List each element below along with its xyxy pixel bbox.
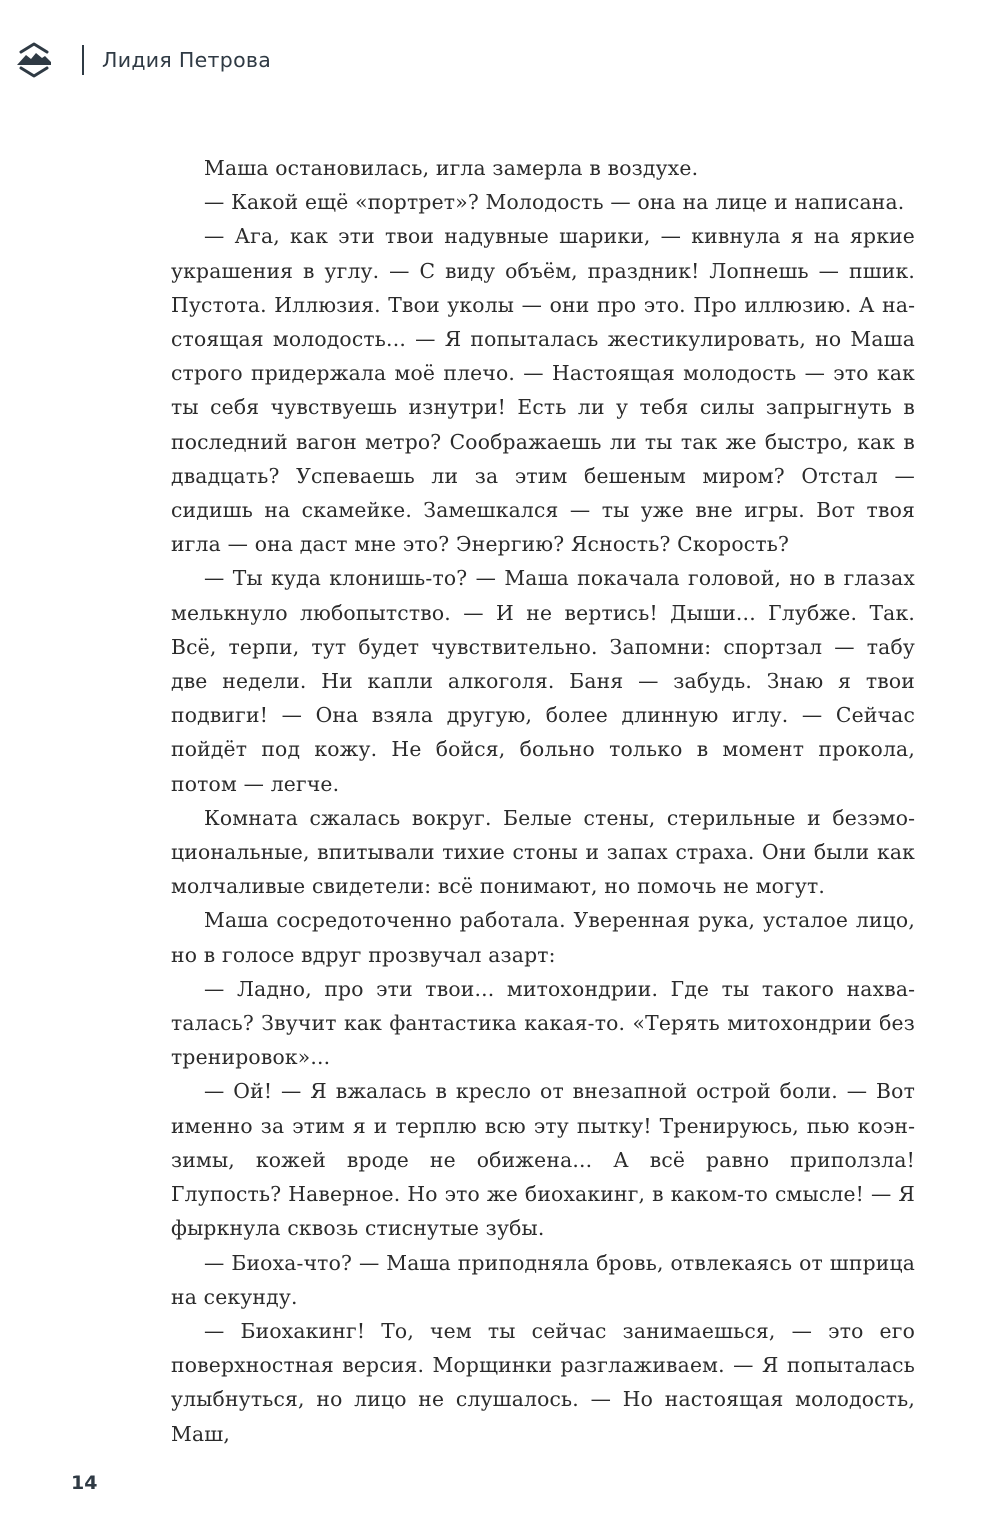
paragraph: Комната сжалась вокруг. Белые стены, стерильные и безэмоциональные, впитывали тихие стоны и запах страха. Они были как молчаливые свидетели: всё понимают, но помочь не могут. (171, 805, 915, 899)
mountain-hexagon-icon (14, 40, 54, 80)
paragraph: — Ладно, про эти твои... митохондрии. Где ты такого нахваталась? Звучит как фантастика какая-то. «Терять митохондрии без тренировок»... (171, 976, 915, 1070)
paragraph: — Биохакинг! То, чем ты сейчас занимаешься, — это его поверхностная версия. Морщинки разглаживаем. — Я попыталась улыбнуться, но лицо не слушалось. — Но настоящая молодость, Маш, (171, 1318, 915, 1446)
paragraph: — Ага, как эти твои надувные шарики, — кивнула я на яркие украшения в углу. — С виду объём, праздник! Лопнешь — пшик. Пустота. Иллюзия. Твои уколы — они про это. Про иллюзию. А настоящая молодость... — Я попыталась жестикулировать, но Маша строго придержала моё плечо. — Настоящая молодость — это как ты себя чувствуешь изнутри! Есть ли у тебя силы запрыгнуть в последний вагон метро? Соображаешь ли ты так же быстро, как в двадцать? Успеваешь ли за этим бешеным миром? Отстал — сидишь на скамейке. Замешкался — ты уже вне игры. Вот твоя игла — она даст мне это? Энергию? Ясность? Скорость? (171, 224, 915, 557)
paragraph: Маша остановилась, игла замерла в воздухе. (204, 156, 699, 180)
paragraph: — Ты куда клонишь-то? — Маша покачала головой, но в глазах мелькнуло любопытство. — И не вертись! Дыши... Глубже. Так. Всё, терпи, тут будет чувствительно. Запомни: спортзал — табу две недели. Ни капли алкоголя. Баня — забудь. Знаю я твои подвиги! — Она взяла другую, более длинную иглу. — Сейчас пойдёт под кожу. Не бойся, больно только в момент прокола, потом — легче. (171, 566, 915, 796)
paragraph: — Ой! — Я вжалась в кресло от внезапной острой боли. — Вот именно за этим я и терплю всю эту пытку! Тренируюсь, пью коэнзимы, кожей вроде не обижена... А всё равно приползла! Глупость? Наверное. Но это же биохакинг, в каком-то смысле! — Я фыркнула сквозь стиснутые зубы. (171, 1079, 915, 1241)
paragraph: Маша сосредоточенно работала. Уверенная рука, усталое лицо, но в голосе вдруг прозвучал азарт: (171, 908, 915, 967)
paragraph: — Какой ещё «портрет»? Молодость — она на лице и написана. (204, 190, 905, 215)
body-text (171, 151, 915, 1451)
paragraph: — Биоха-что? — Маша приподняла бровь, отвлекаясь от шприца на секунду. (171, 1250, 915, 1309)
author-name: Лидия Петрова (102, 48, 272, 72)
page-number: 14 (71, 1472, 98, 1494)
running-header (14, 38, 271, 82)
header-divider (82, 45, 84, 75)
